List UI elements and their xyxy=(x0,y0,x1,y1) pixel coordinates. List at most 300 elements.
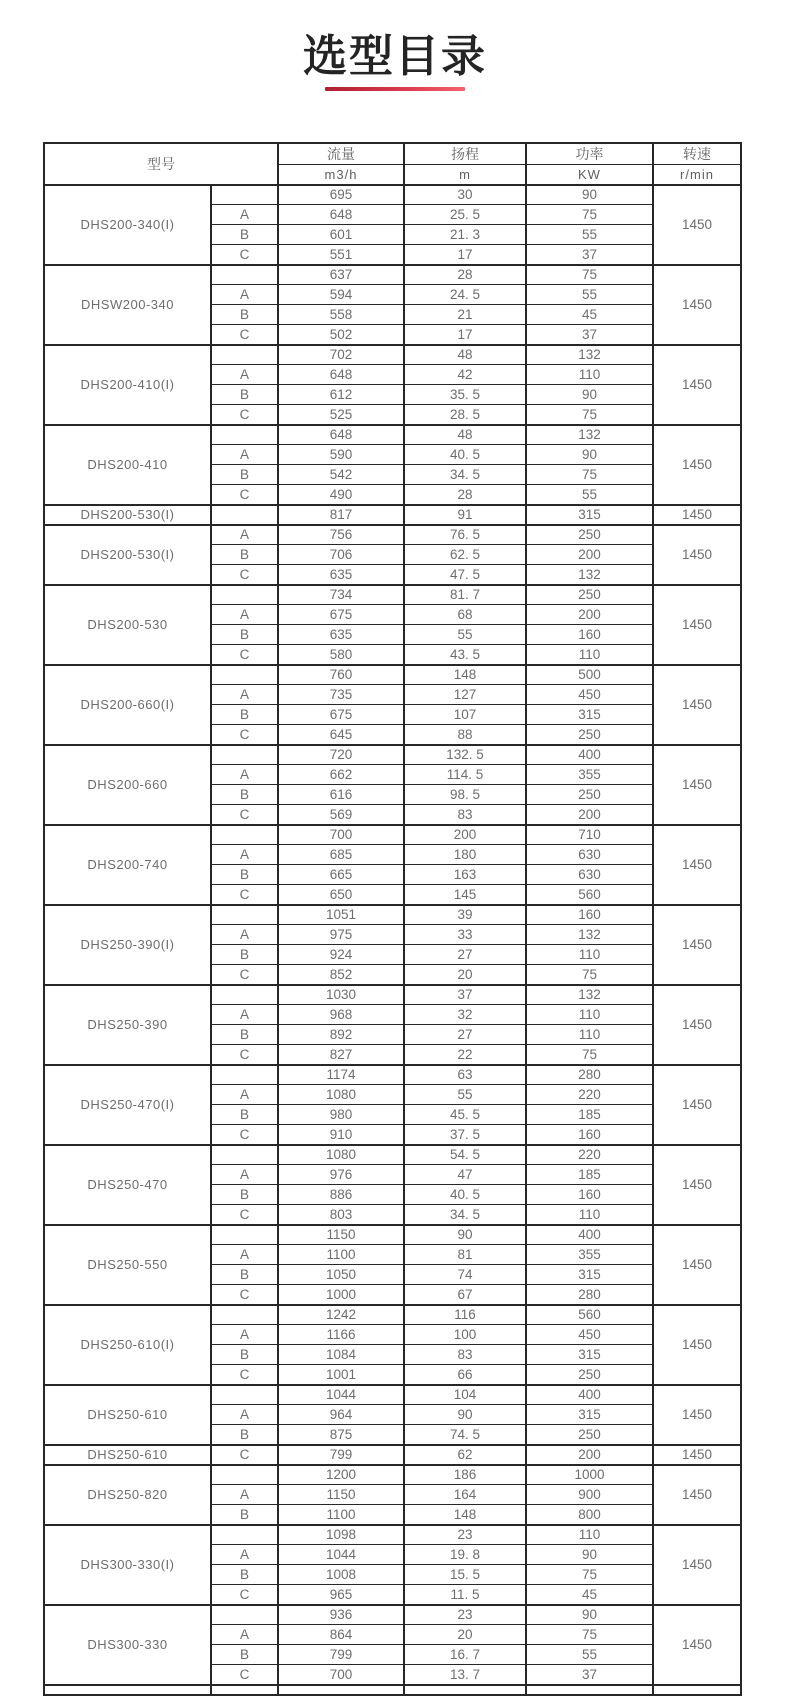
flow-cell: 1044 xyxy=(278,1545,404,1565)
variant-cell: B xyxy=(211,1425,278,1445)
speed-cell: 1450 xyxy=(653,905,741,985)
power-cell: 75 xyxy=(526,1625,653,1645)
head-cell: 27 xyxy=(404,1025,526,1045)
power-cell: 90 xyxy=(526,445,653,465)
head-cell: 55 xyxy=(404,625,526,645)
head-cell: 47 xyxy=(404,1165,526,1185)
flow-cell: 635 xyxy=(278,625,404,645)
head-cell: 68 xyxy=(404,605,526,625)
variant-cell: C xyxy=(211,725,278,745)
variant-cell: A xyxy=(211,605,278,625)
flow-cell: 601 xyxy=(278,225,404,245)
power-cell: 90 xyxy=(526,385,653,405)
power-cell: 200 xyxy=(526,805,653,825)
head-cell: 48 xyxy=(404,345,526,365)
variant-cell: C xyxy=(211,565,278,585)
power-cell: 400 xyxy=(526,1225,653,1245)
head-cell: 74. 5 xyxy=(404,1425,526,1445)
flow-cell: 756 xyxy=(278,525,404,545)
flow-cell: 936 xyxy=(278,1605,404,1625)
power-cell: 315 xyxy=(526,1405,653,1425)
table-row xyxy=(44,1305,741,1325)
power-cell: 37 xyxy=(526,1665,653,1685)
variant-cell: C xyxy=(211,805,278,825)
flow-cell: 1001 xyxy=(278,1365,404,1385)
variant-cell xyxy=(211,905,278,925)
flow-cell: 700 xyxy=(278,1665,404,1685)
variant-cell: B xyxy=(211,1265,278,1285)
variant-cell: B xyxy=(211,865,278,885)
head-cell: 16. 7 xyxy=(404,1645,526,1665)
power-cell: 110 xyxy=(526,645,653,665)
head-cell: 45. 5 xyxy=(404,1105,526,1125)
header-head-unit: m xyxy=(404,165,526,185)
speed-cell: 1450 xyxy=(653,665,741,745)
variant-cell: A xyxy=(211,1625,278,1645)
flow-cell: 702 xyxy=(278,345,404,365)
flow-cell: 590 xyxy=(278,445,404,465)
model-cell: DHS200-340(I) xyxy=(44,185,211,265)
power-cell: 160 xyxy=(526,625,653,645)
flow-cell: 675 xyxy=(278,605,404,625)
flow-cell: 665 xyxy=(278,865,404,885)
flow-cell: 648 xyxy=(278,365,404,385)
head-cell: 28 xyxy=(404,265,526,285)
model-cell: DHS200-660 xyxy=(44,745,211,825)
variant-cell: B xyxy=(211,705,278,725)
table-row xyxy=(44,1065,741,1085)
head-cell: 35. 5 xyxy=(404,385,526,405)
head-cell: 200 xyxy=(404,825,526,845)
variant-cell xyxy=(211,345,278,365)
flow-cell: 1200 xyxy=(278,1465,404,1485)
power-cell: 110 xyxy=(526,1205,653,1225)
head-cell: 55 xyxy=(404,1085,526,1105)
head-cell: 17 xyxy=(404,245,526,265)
flow-cell: 700 xyxy=(278,825,404,845)
flow-cell: 542 xyxy=(278,465,404,485)
variant-cell: C xyxy=(211,1365,278,1385)
flow-cell: 1050 xyxy=(278,1265,404,1285)
head-cell: 164 xyxy=(404,1485,526,1505)
flow-cell xyxy=(278,1685,404,1695)
power-cell: 132 xyxy=(526,985,653,1005)
power-cell: 200 xyxy=(526,1445,653,1465)
power-cell: 220 xyxy=(526,1085,653,1105)
flow-cell: 892 xyxy=(278,1025,404,1045)
head-cell: 34. 5 xyxy=(404,465,526,485)
flow-cell: 1174 xyxy=(278,1065,404,1085)
head-cell: 17 xyxy=(404,325,526,345)
speed-cell: 1450 xyxy=(653,1305,741,1385)
head-cell: 30 xyxy=(404,185,526,205)
flow-cell: 648 xyxy=(278,205,404,225)
table-row xyxy=(44,505,741,525)
head-cell: 21 xyxy=(404,305,526,325)
flow-cell: 635 xyxy=(278,565,404,585)
flow-cell: 706 xyxy=(278,545,404,565)
variant-cell: B xyxy=(211,1565,278,1585)
catalog-table-header xyxy=(44,143,741,185)
flow-cell: 760 xyxy=(278,665,404,685)
power-cell: 450 xyxy=(526,685,653,705)
variant-cell xyxy=(211,985,278,1005)
table-row xyxy=(44,1385,741,1405)
variant-cell: B xyxy=(211,225,278,245)
model-cell: DHS250-390(I) xyxy=(44,905,211,985)
head-cell: 28. 5 xyxy=(404,405,526,425)
variant-cell: C xyxy=(211,1205,278,1225)
variant-cell: B xyxy=(211,1105,278,1125)
flow-cell: 1008 xyxy=(278,1565,404,1585)
variant-cell: B xyxy=(211,305,278,325)
power-cell: 90 xyxy=(526,1545,653,1565)
power-cell: 560 xyxy=(526,885,653,905)
power-cell: 250 xyxy=(526,525,653,545)
flow-cell: 875 xyxy=(278,1425,404,1445)
speed-cell: 1450 xyxy=(653,1385,741,1445)
variant-cell: C xyxy=(211,1585,278,1605)
variant-cell: B xyxy=(211,1345,278,1365)
flow-cell: 551 xyxy=(278,245,404,265)
variant-cell xyxy=(211,1225,278,1245)
flow-cell: 1044 xyxy=(278,1385,404,1405)
model-cell: DHS200-410(I) xyxy=(44,345,211,425)
speed-cell: 1450 xyxy=(653,1065,741,1145)
power-cell: 1000 xyxy=(526,1465,653,1485)
model-cell xyxy=(44,1685,211,1695)
flow-cell: 1080 xyxy=(278,1085,404,1105)
model-cell: DHSW200-340 xyxy=(44,265,211,345)
model-cell: DHS200-530 xyxy=(44,585,211,665)
power-cell: 315 xyxy=(526,1265,653,1285)
flow-cell: 525 xyxy=(278,405,404,425)
header-flow-unit: m3/h xyxy=(278,165,404,185)
power-cell: 280 xyxy=(526,1065,653,1085)
power-cell: 250 xyxy=(526,585,653,605)
head-cell: 186 xyxy=(404,1465,526,1485)
table-row xyxy=(44,1525,741,1545)
speed-cell: 1450 xyxy=(653,1465,741,1525)
power-cell: 160 xyxy=(526,905,653,925)
power-cell: 110 xyxy=(526,365,653,385)
head-cell: 107 xyxy=(404,705,526,725)
table-row xyxy=(44,265,741,285)
power-cell: 90 xyxy=(526,1605,653,1625)
variant-cell: A xyxy=(211,1545,278,1565)
flow-cell: 799 xyxy=(278,1645,404,1665)
variant-cell: C xyxy=(211,965,278,985)
model-cell: DHS200-740 xyxy=(44,825,211,905)
flow-cell: 594 xyxy=(278,285,404,305)
flow-cell: 1084 xyxy=(278,1345,404,1365)
head-cell: 67 xyxy=(404,1285,526,1305)
head-cell: 90 xyxy=(404,1405,526,1425)
table-row xyxy=(44,825,741,845)
variant-cell: B xyxy=(211,465,278,485)
speed-cell: 1450 xyxy=(653,985,741,1065)
flow-cell: 645 xyxy=(278,725,404,745)
head-cell: 20 xyxy=(404,1625,526,1645)
variant-cell: C xyxy=(211,245,278,265)
variant-cell: B xyxy=(211,1505,278,1525)
head-cell: 148 xyxy=(404,1505,526,1525)
speed-cell: 1450 xyxy=(653,185,741,265)
head-cell: 76. 5 xyxy=(404,525,526,545)
variant-cell: C xyxy=(211,405,278,425)
head-cell: 116 xyxy=(404,1305,526,1325)
variant-cell: A xyxy=(211,1165,278,1185)
flow-cell: 1150 xyxy=(278,1485,404,1505)
flow-cell: 569 xyxy=(278,805,404,825)
flow-cell: 803 xyxy=(278,1205,404,1225)
power-cell: 185 xyxy=(526,1165,653,1185)
variant-cell xyxy=(211,1465,278,1485)
head-cell: 81. 7 xyxy=(404,585,526,605)
head-cell: 11. 5 xyxy=(404,1585,526,1605)
flow-cell: 616 xyxy=(278,785,404,805)
speed-cell xyxy=(653,1685,741,1695)
power-cell: 132 xyxy=(526,425,653,445)
speed-cell: 1450 xyxy=(653,1445,741,1465)
head-cell: 100 xyxy=(404,1325,526,1345)
head-cell: 48 xyxy=(404,425,526,445)
power-cell: 132 xyxy=(526,565,653,585)
head-cell: 25. 5 xyxy=(404,205,526,225)
flow-cell: 685 xyxy=(278,845,404,865)
variant-cell xyxy=(211,1305,278,1325)
power-cell: 55 xyxy=(526,485,653,505)
head-cell: 40. 5 xyxy=(404,445,526,465)
power-cell: 800 xyxy=(526,1505,653,1525)
variant-cell xyxy=(211,745,278,765)
head-cell: 81 xyxy=(404,1245,526,1265)
title-accent-bar xyxy=(325,87,465,91)
head-cell: 34. 5 xyxy=(404,1205,526,1225)
power-cell: 400 xyxy=(526,745,653,765)
flow-cell: 799 xyxy=(278,1445,404,1465)
head-cell: 47. 5 xyxy=(404,565,526,585)
head-cell: 148 xyxy=(404,665,526,685)
head-cell: 39 xyxy=(404,905,526,925)
power-cell: 45 xyxy=(526,305,653,325)
head-cell: 62 xyxy=(404,1445,526,1465)
model-cell: DHS250-610 xyxy=(44,1445,211,1465)
speed-cell: 1450 xyxy=(653,345,741,425)
power-cell: 280 xyxy=(526,1285,653,1305)
model-cell: DHS300-330(I) xyxy=(44,1525,211,1605)
table-row xyxy=(44,1145,741,1165)
power-cell: 132 xyxy=(526,925,653,945)
power-cell: 185 xyxy=(526,1105,653,1125)
power-cell: 630 xyxy=(526,845,653,865)
head-cell xyxy=(404,1685,526,1695)
power-cell: 75 xyxy=(526,205,653,225)
power-cell: 250 xyxy=(526,725,653,745)
flow-cell: 1051 xyxy=(278,905,404,925)
power-cell: 315 xyxy=(526,505,653,525)
flow-cell: 886 xyxy=(278,1185,404,1205)
flow-cell: 675 xyxy=(278,705,404,725)
head-cell: 20 xyxy=(404,965,526,985)
variant-cell: A xyxy=(211,1005,278,1025)
header-head: 扬程 xyxy=(404,143,526,165)
speed-cell: 1450 xyxy=(653,425,741,505)
model-cell: DHS200-530(I) xyxy=(44,525,211,585)
head-cell: 42 xyxy=(404,365,526,385)
variant-cell: B xyxy=(211,945,278,965)
head-cell: 90 xyxy=(404,1225,526,1245)
variant-cell xyxy=(211,425,278,445)
head-cell: 28 xyxy=(404,485,526,505)
head-cell: 180 xyxy=(404,845,526,865)
header-flow: 流量 xyxy=(278,143,404,165)
variant-cell xyxy=(211,1685,278,1695)
page-title: 选型目录 xyxy=(303,32,487,81)
head-cell: 21. 3 xyxy=(404,225,526,245)
power-cell: 55 xyxy=(526,285,653,305)
speed-cell: 1450 xyxy=(653,585,741,665)
flow-cell: 968 xyxy=(278,1005,404,1025)
variant-cell xyxy=(211,585,278,605)
flow-cell: 650 xyxy=(278,885,404,905)
head-cell: 13. 7 xyxy=(404,1665,526,1685)
power-cell: 160 xyxy=(526,1125,653,1145)
power-cell: 630 xyxy=(526,865,653,885)
header-power: 功率 xyxy=(526,143,653,165)
power-cell: 200 xyxy=(526,545,653,565)
flow-cell: 695 xyxy=(278,185,404,205)
flow-cell: 558 xyxy=(278,305,404,325)
power-cell: 75 xyxy=(526,1045,653,1065)
variant-cell: C xyxy=(211,485,278,505)
power-cell: 315 xyxy=(526,705,653,725)
table-row xyxy=(44,985,741,1005)
model-cell: DHS250-470(I) xyxy=(44,1065,211,1145)
power-cell: 75 xyxy=(526,265,653,285)
variant-cell: C xyxy=(211,885,278,905)
flow-cell: 964 xyxy=(278,1405,404,1425)
model-cell: DHS250-550 xyxy=(44,1225,211,1305)
head-cell: 83 xyxy=(404,1345,526,1365)
speed-cell: 1450 xyxy=(653,1145,741,1225)
variant-cell xyxy=(211,665,278,685)
head-cell: 98. 5 xyxy=(404,785,526,805)
flow-cell: 502 xyxy=(278,325,404,345)
variant-cell: C xyxy=(211,1445,278,1465)
head-cell: 127 xyxy=(404,685,526,705)
power-cell: 355 xyxy=(526,765,653,785)
table-row xyxy=(44,185,741,205)
head-cell: 114. 5 xyxy=(404,765,526,785)
header-row-names xyxy=(44,143,741,165)
flow-cell: 975 xyxy=(278,925,404,945)
table-row xyxy=(44,525,741,545)
head-cell: 63 xyxy=(404,1065,526,1085)
variant-cell xyxy=(211,1385,278,1405)
flow-cell: 580 xyxy=(278,645,404,665)
speed-cell: 1450 xyxy=(653,525,741,585)
power-cell: 75 xyxy=(526,965,653,985)
flow-cell: 1080 xyxy=(278,1145,404,1165)
power-cell: 220 xyxy=(526,1145,653,1165)
flow-cell: 637 xyxy=(278,265,404,285)
variant-cell xyxy=(211,1065,278,1085)
header-model: 型号 xyxy=(44,143,278,185)
head-cell: 91 xyxy=(404,505,526,525)
head-cell: 104 xyxy=(404,1385,526,1405)
power-cell: 315 xyxy=(526,1345,653,1365)
flow-cell: 720 xyxy=(278,745,404,765)
flow-cell: 490 xyxy=(278,485,404,505)
model-cell: DHS250-390 xyxy=(44,985,211,1065)
variant-cell: A xyxy=(211,925,278,945)
header-power-unit: KW xyxy=(526,165,653,185)
head-cell: 74 xyxy=(404,1265,526,1285)
table-row xyxy=(44,1445,741,1465)
head-cell: 22 xyxy=(404,1045,526,1065)
variant-cell: C xyxy=(211,325,278,345)
model-cell: DHS200-530(I) xyxy=(44,505,211,525)
head-cell: 23 xyxy=(404,1605,526,1625)
model-cell: DHS300-330 xyxy=(44,1605,211,1685)
table-row xyxy=(44,1605,741,1625)
head-cell: 62. 5 xyxy=(404,545,526,565)
table-row xyxy=(44,745,741,765)
speed-cell: 1450 xyxy=(653,825,741,905)
power-cell: 110 xyxy=(526,1025,653,1045)
flow-cell: 864 xyxy=(278,1625,404,1645)
flow-cell: 1100 xyxy=(278,1245,404,1265)
head-cell: 43. 5 xyxy=(404,645,526,665)
flow-cell: 1030 xyxy=(278,985,404,1005)
variant-cell: A xyxy=(211,205,278,225)
table-row xyxy=(44,585,741,605)
flow-cell: 976 xyxy=(278,1165,404,1185)
speed-cell: 1450 xyxy=(653,1525,741,1605)
head-cell: 163 xyxy=(404,865,526,885)
variant-cell: C xyxy=(211,1285,278,1305)
flow-cell: 910 xyxy=(278,1125,404,1145)
variant-cell: A xyxy=(211,285,278,305)
head-cell: 37 xyxy=(404,985,526,1005)
power-cell: 355 xyxy=(526,1245,653,1265)
flow-cell: 1098 xyxy=(278,1525,404,1545)
model-cell: DHS250-470 xyxy=(44,1145,211,1225)
head-cell: 83 xyxy=(404,805,526,825)
variant-cell: B xyxy=(211,385,278,405)
variant-cell xyxy=(211,1525,278,1545)
power-cell: 55 xyxy=(526,225,653,245)
head-cell: 33 xyxy=(404,925,526,945)
variant-cell: A xyxy=(211,1485,278,1505)
variant-cell: B xyxy=(211,1025,278,1045)
speed-cell: 1450 xyxy=(653,505,741,525)
flow-cell: 648 xyxy=(278,425,404,445)
power-cell: 37 xyxy=(526,245,653,265)
power-cell: 45 xyxy=(526,1585,653,1605)
power-cell: 400 xyxy=(526,1385,653,1405)
flow-cell: 1150 xyxy=(278,1225,404,1245)
variant-cell xyxy=(211,265,278,285)
head-cell: 23 xyxy=(404,1525,526,1545)
variant-cell xyxy=(211,825,278,845)
variant-cell: A xyxy=(211,845,278,865)
flow-cell: 1242 xyxy=(278,1305,404,1325)
head-cell: 19. 8 xyxy=(404,1545,526,1565)
head-cell: 132. 5 xyxy=(404,745,526,765)
power-cell: 250 xyxy=(526,1365,653,1385)
